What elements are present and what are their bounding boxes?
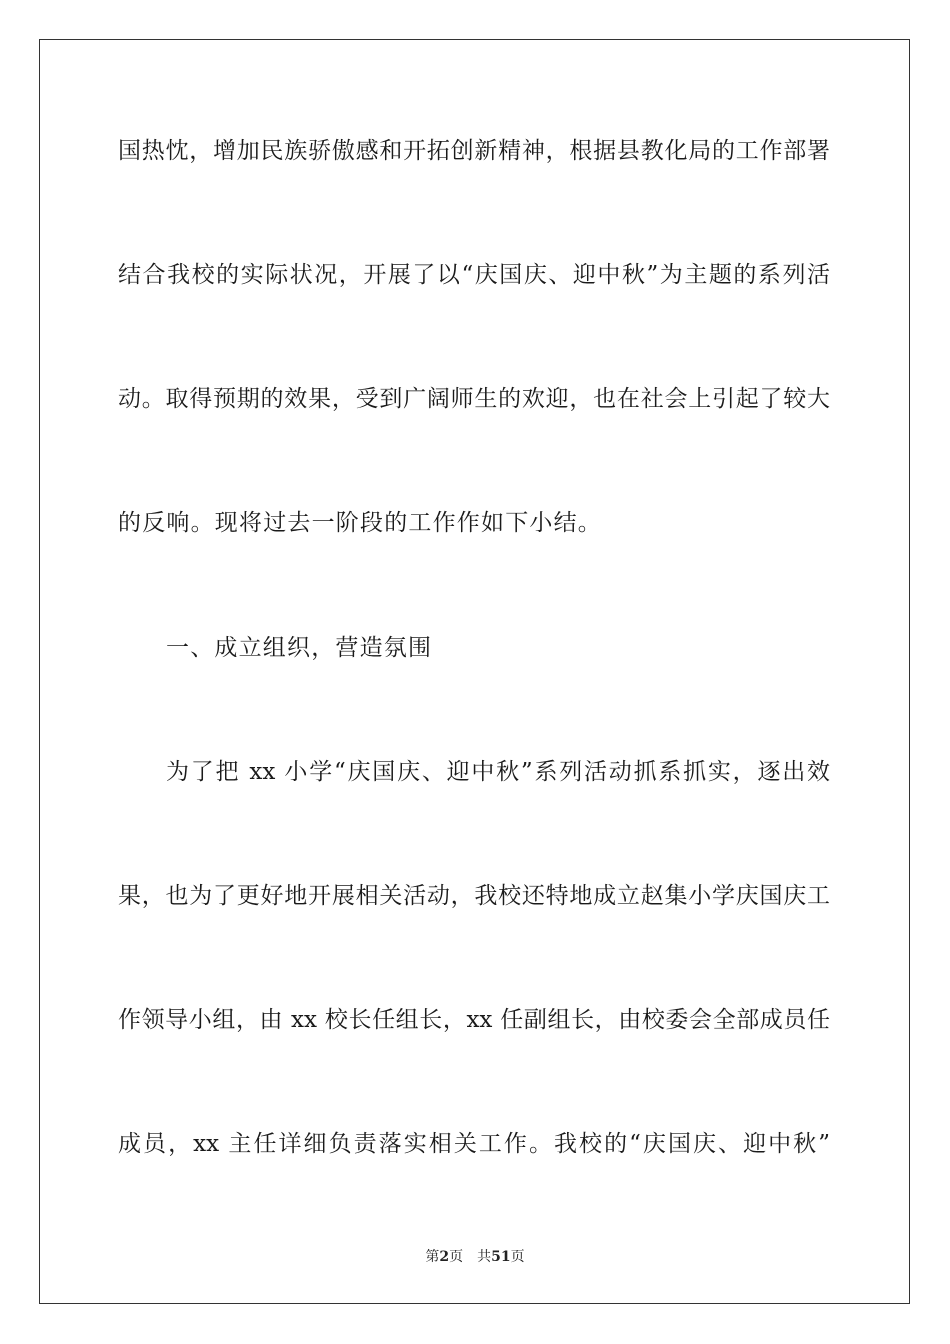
body-text-line-4: 的反响。现将过去一阶段的工作作如下小结。 [118,510,602,536]
body-text-line-6: 为了把 xx 小学“庆国庆、迎中秋”系列活动抓系抓实，逐出效 [166,759,830,785]
body-text-line-3: 动。取得预期的效果，受到广阔师生的欢迎，也在社会上引起了较大 [118,386,830,412]
body-text-line-9: 成员，xx 主任详细负责落实相关工作。我校的“庆国庆、迎中秋” [118,1131,830,1157]
footer-page-current: 2 [439,1249,450,1265]
footer-page-prefix: 第 [425,1249,440,1265]
body-text-line-7: 果，也为了更好地开展相关活动，我校还特地成立赵集小学庆国庆工 [118,883,830,909]
footer-page-unit: 页 [449,1249,464,1265]
page-footer [0,1248,950,1266]
section-heading: 一、成立组织，营造氛围 [166,635,433,661]
body-text-line-8: 作领导小组，由 xx 校长任组长，xx 任副组长，由校委会全部成员任 [118,1007,830,1033]
footer-total-prefix: 共 [477,1249,492,1265]
body-text-line-2: 结合我校的实际状况，开展了以“庆国庆、迎中秋”为主题的系列活 [118,262,830,288]
footer-total-unit: 页 [510,1249,525,1265]
page-border [39,39,910,1304]
footer-page-total: 51 [491,1249,511,1265]
body-text-line-1: 国热忱，增加民族骄傲感和开拓创新精神，根据县教化局的工作部署 [118,138,830,164]
